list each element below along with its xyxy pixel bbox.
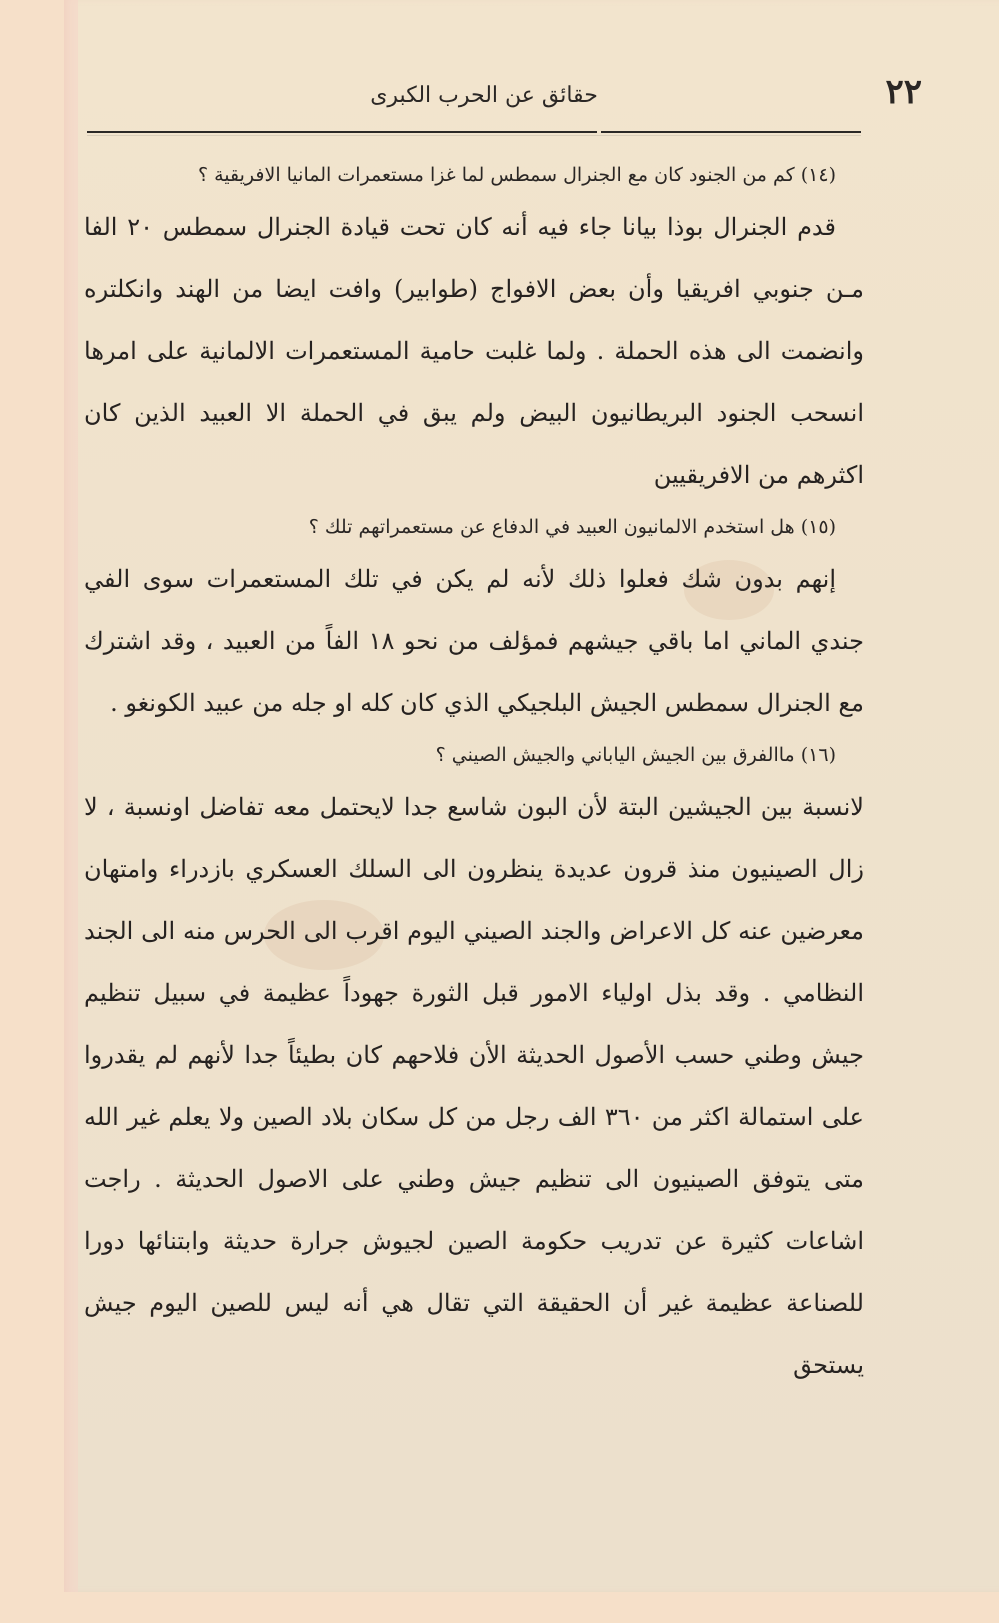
answer-14 [84,196,864,506]
book-page [64,0,999,1592]
header-rule-right [601,131,861,133]
question-14: (١٤) كم من الجنود كان مع الجنرال سمطس لما غزا مستعمرات المانيا الافريقية ؟ [197,164,836,186]
header-rule-shadow [87,135,861,136]
page-header [84,72,944,122]
answer-16-text: لانسبة بين الجيشين البتة لأن البون شاسع جدا لايحتمل معه تفاضل اونسبة ، لا زال الصينيون منذ قرون عديدة ينظرون الى السلك العسكري بازدراء وامتهان معرضين عنه كل الاعراض والجند الصيني اليوم اقرب الى الحرس منه الى الجند النظامي . وقد بذل اولياء الامور قبل الثورة جهوداً عظيمة في سبيل تنظيم جيش وطني حسب الأصول الحديثة الأن فلاحهم كان بطيئاً جدا لأنهم لم يقدروا على استمالة اكثر من ٣٦٠ الف رجل من كل سكان بلاد الصين ولا يعلم غير الله متى يتوفق الصينيون الى تنظيم جيش وطني على الاصول الحديثة . راجت اشاعات كثيرة عن تدريب حكومة الصين لجيوش جرارة حديثة وابتنائها دورا للصناعة عظيمة غير أن الحقيقة التي تقال هي أنه ليس للصين اليوم جيش يستحق [84,793,865,1379]
question-16: (١٦) ماالفرق بين الجيش الياباني والجيش الصيني ؟ [435,744,836,766]
answer-15 [84,548,864,734]
answer-14-text: قدم الجنرال بوذا بيانا جاء فيه أنه كان تحت قيادة الجنرال سمطس ٢٠ الفا مـن جنوبي افريقيا وأن بعض الافواج (طوابير) وافت ايضا من الهند وانكلتره وانضمت الى هذه الحملة . ولما غلبت حامية المستعمرات الالمانية على امرها انسحب الجنود البريطانيون البيض ولم يبق في الحملة الا العبيد الذين كان اكثرهم من الافريقيين [84,213,865,489]
header-rule-left [87,131,597,133]
answer-16 [84,776,864,1396]
page-body [84,150,864,1396]
question-15: (١٥) هل استخدم الالمانيون العبيد في الدفاع عن مستعمراتهم تلك ؟ [308,516,836,538]
answer-15-text: إنهم بدون شك فعلوا ذلك لأنه لم يكن في تلك المستعمرات سوى الفي جندي الماني اما باقي جيشهم فمؤلف من نحو ١٨ الفاً من العبيد ، وقد اشترك مع الجنرال سمطس الجيش البلجيكي الذي كان كله او جله من عبيد الكونغو . [84,565,864,717]
running-title: حقائق عن الحرب الكبرى [370,83,598,108]
page-number: ٢٢ [885,72,922,112]
